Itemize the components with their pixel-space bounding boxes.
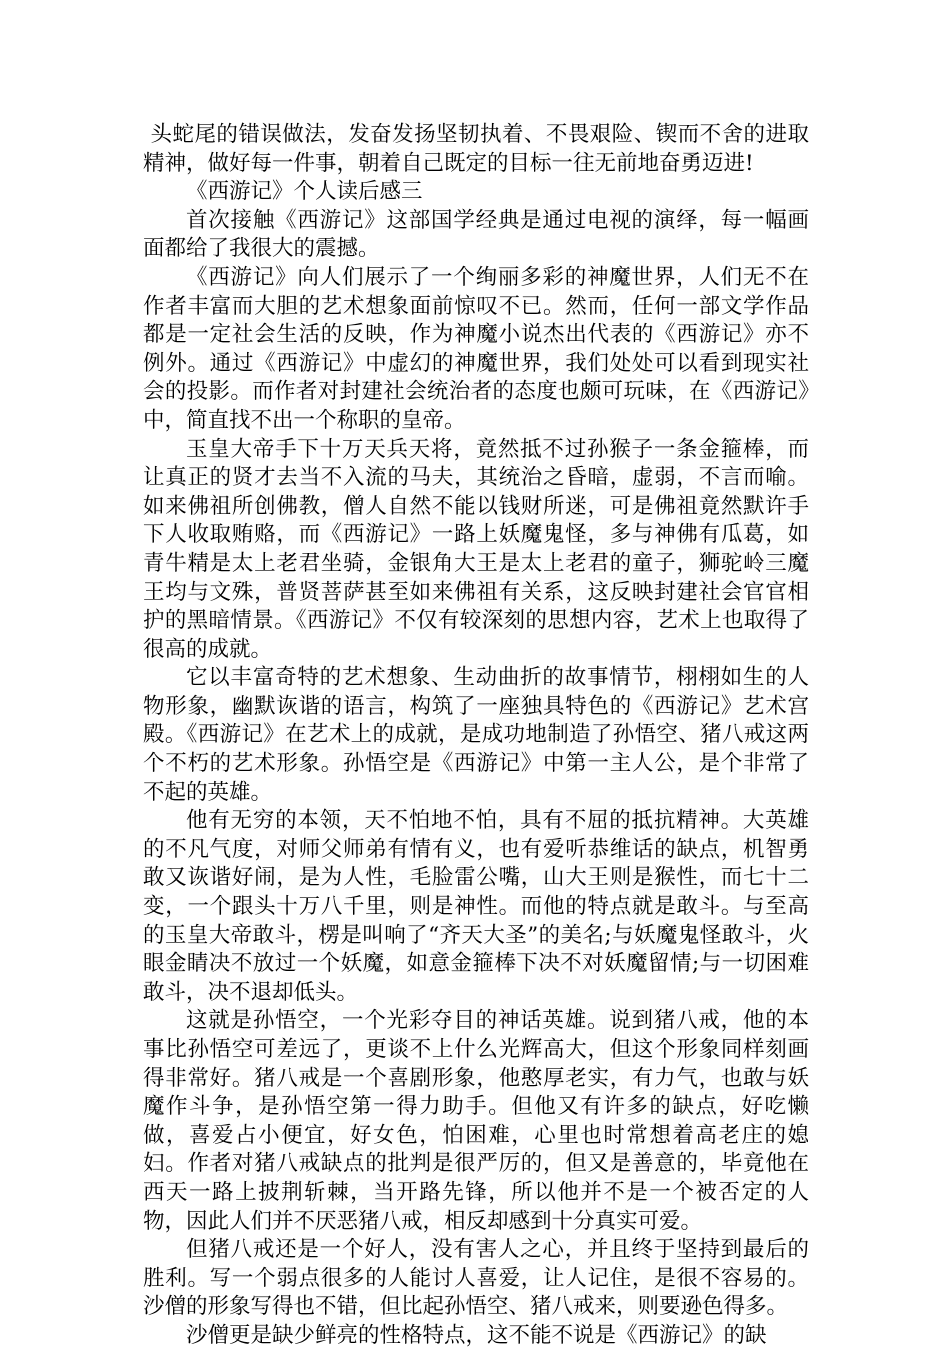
paragraph: 《西游记》向人们展示了一个绚丽多彩的神魔世界，人们无不在作者丰富而大胆的艺术想象面前惊叹不已。然而，任何一部文学作品都是一定社会生活的反映，作为神魔小说杰出代表的《西游记》亦不例外。通过《西游记》中虚幻的神魔世界，我们处处可以看到现实社会的投影。而作者对封建社会统治者的态度也颇可玩味，在《西游记》中，简直找不出一个称职的皇帝。 bbox=[143, 264, 809, 433]
paragraph: 他有无穷的本领，天不怕地不怕，具有不屈的抵抗精神。大英雄的不凡气度，对师父师弟有情有义，也有爱听恭维话的缺点，机智勇敢又诙谐好闹，是为人性，毛脸雷公嘴，山大王则是猴性，而七十二变，一个跟头十万八千里，则是神性。而他的特点就是敢斗。与至高的玉皇大帝敢斗，楞是叫响了“齐天大圣”的美名;与妖魔鬼怪敢斗，火眼金睛决不放过一个妖魔，如意金箍棒下决不对妖魔留情;与一切困难敢斗，决不退却低头。 bbox=[143, 808, 809, 1005]
document-body bbox=[143, 121, 809, 1351]
paragraph: 但猪八戒还是一个好人，没有害人之心，并且终于坚持到最后的胜利。写一个弱点很多的人能讨人喜爱，让人记住，是很不容易的。沙僧的形象写得也不错，但比起孙悟空、猪八戒来，则要逊色得多。 bbox=[143, 1237, 809, 1320]
paragraph: 沙僧更是缺少鲜亮的性格特点，这不能不说是《西游记》的缺 bbox=[186, 1322, 767, 1348]
paragraph-continuation: 头蛇尾的错误做法，发奋发扬坚韧执着、不畏艰险、锲而不舍的进取精神，做好每一件事，朝着自己既定的目标一往无前地奋勇迈进! bbox=[143, 122, 809, 176]
paragraph: 玉皇大帝手下十万天兵天将，竟然抵不过孙猴子一条金箍棒，而让真正的贤才去当不入流的马夫，其统治之昏暗，虚弱，不言而喻。如来佛祖所创佛教，僧人自然不能以钱财所迷，可是佛祖竟然默许手下人收取贿赂，而《西游记》一路上妖魔鬼怪，多与神佛有瓜葛，如青牛精是太上老君坐骑，金银角大王是太上老君的童子，狮驼岭三魔王均与文殊，普贤菩萨甚至如来佛祖有关系，这反映封建社会官官相护的黑暗情景。《西游记》不仅有较深刻的思想内容，艺术上也取得了很高的成就。 bbox=[143, 436, 809, 662]
paragraph: 首次接触《西游记》这部国学经典是通过电视的演绎，每一幅画面都给了我很大的震撼。 bbox=[143, 207, 809, 262]
section-heading: 《西游记》个人读后感三 bbox=[186, 179, 423, 205]
paragraph: 这就是孙悟空，一个光彩夺目的神话英雄。说到猪八戒，他的本事比孙悟空可差远了，更谈不上什么光辉高大，但这个形象同样刻画得非常好。猪八戒是一个喜剧形象，他憨厚老实，有力气，也敢与妖魔作斗争，是孙悟空第一得力助手。但他又有许多的缺点，好吃懒做，喜爱占小便宜，好女色，怕困难，心里也时常想着高老庄的媳妇。作者对猪八戒缺点的批判是很严厉的，但又是善意的，毕竟他在西天一路上披荆斩棘，当开路先锋，所以他并不是一个被否定的人物，因此人们并不厌恶猪八戒，相反却感到十分真实可爱。 bbox=[143, 1008, 809, 1234]
paragraph: 它以丰富奇特的艺术想象、生动曲折的故事情节，栩栩如生的人物形象，幽默诙谐的语言，构筑了一座独具特色的《西游记》艺术宫殿。《西游记》在艺术上的成就，是成功地制造了孙悟空、猪八戒这两个不朽的艺术形象。孙悟空是《西游记》中第一主人公，是个非常了不起的英雄。 bbox=[143, 665, 809, 805]
